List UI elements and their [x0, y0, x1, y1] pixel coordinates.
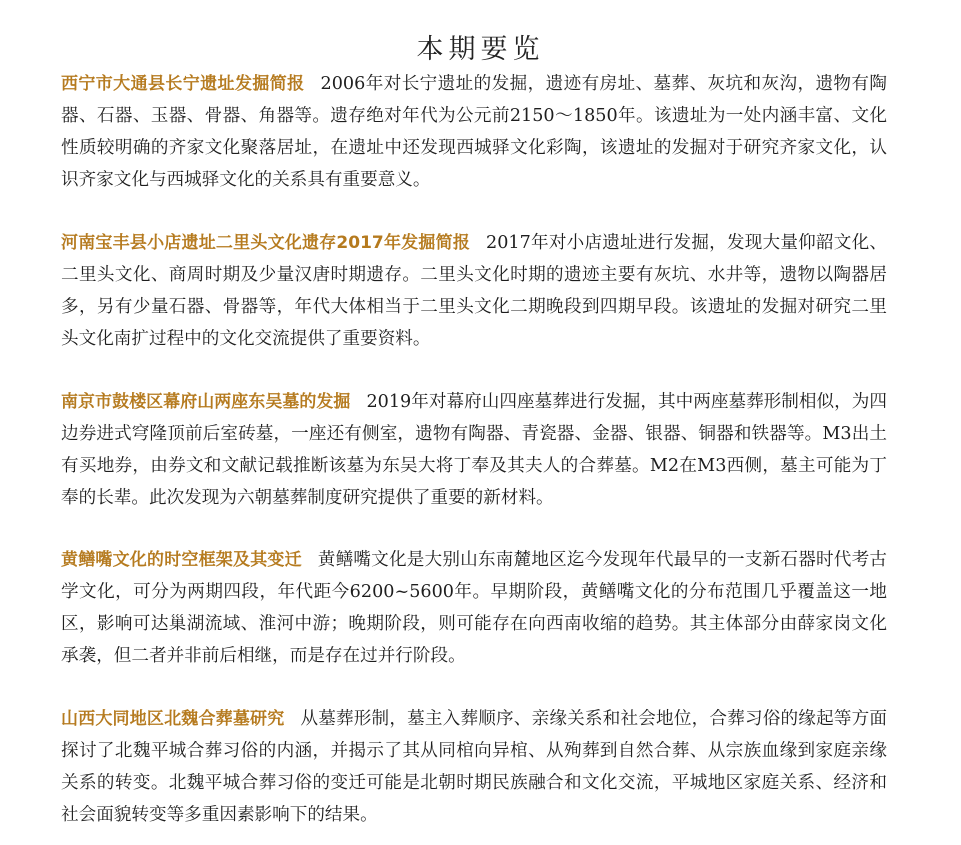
- summary-entry: [61, 386, 887, 514]
- summary-entry: [61, 68, 887, 196]
- entry-title: 河南宝丰县小店遗址二里头文化遗存2017年发掘简报: [61, 233, 471, 253]
- entry-title: 西宁市大通县长宁遗址发掘简报: [61, 74, 305, 94]
- entry-title: 山西大同地区北魏合葬墓研究: [61, 709, 285, 729]
- entry-body: 从墓葬形制，墓主入葬顺序、亲缘关系和社会地位，合葬习俗的缘起等方面探讨了北魏平城合葬习俗的内涵，并揭示了其从同棺向异棺、从殉葬到自然合葬、从宗族血缘到家庭亲缘关系的转变。北魏平城合葬习俗的变迁可能是北朝时期民族融合和文化交流，平城地区家庭关系、经济和社会面貌转变等多重因素影响下的结果。: [61, 709, 888, 825]
- entry-body: 2017年对小店遗址进行发掘，发现大量仰韶文化、二里头文化、商周时期及少量汉唐时期遗存。二里头文化时期的遗迹主要有灰坑、水井等，遗物以陶器居多，另有少量石器、骨器等，年代大体相当于二里头文化二期晚段到四期早段。该遗址的发掘对研究二里头文化南扩过程中的文化交流提供了重要资料。: [61, 233, 887, 349]
- summary-entry: [61, 703, 887, 831]
- entry-title: 黄鳝嘴文化的时空框架及其变迁: [61, 550, 302, 570]
- page-title: 本期要览: [416, 34, 545, 66]
- entry-title: 南京市鼓楼区幕府山两座东吴墓的发掘: [61, 392, 351, 412]
- entry-body: 黄鳝嘴文化是大别山东南麓地区迄今发现年代最早的一支新石器时代考古学文化，可分为两期四段，年代距今6200~5600年。早期阶段，黄鳝嘴文化的分布范围几乎覆盖这一地区，影响可达巢湖流域、淮河中游；晚期阶段，则可能存在向西南收缩的趋势。其主体部分由薛家岗文化承袭，但二者并非前后相继，而是存在过并行阶段。: [61, 550, 887, 666]
- entry-body: 2006年对长宁遗址的发掘，遗迹有房址、墓葬、灰坑和灰沟，遗物有陶器、石器、玉器、骨器、角器等。遗存绝对年代为公元前2150～1850年。该遗址为一处内涵丰富、文化性质较明确的齐家文化聚落居址，在遗址中还发现西城驿文化彩陶，该遗址的发掘对于研究齐家文化，认识齐家文化与西城驿文化的关系具有重要意义。: [61, 74, 888, 190]
- summary-entry: [61, 544, 887, 672]
- entry-body: 2019年对幕府山四座墓葬进行发掘，其中两座墓葬形制相似，为四边券进式穹隆顶前后室砖墓，一座还有侧室，遗物有陶器、青瓷器、金器、银器、铜器和铁器等。M3出土有买地券，由券文和文献记载推断该墓为东吴大将丁奉及其夫人的合葬墓。M2在M3西侧，墓主可能为丁奉的长辈。此次发现为六朝墓葬制度研究提供了重要的新材料。: [61, 392, 888, 508]
- summary-entry: [61, 227, 887, 355]
